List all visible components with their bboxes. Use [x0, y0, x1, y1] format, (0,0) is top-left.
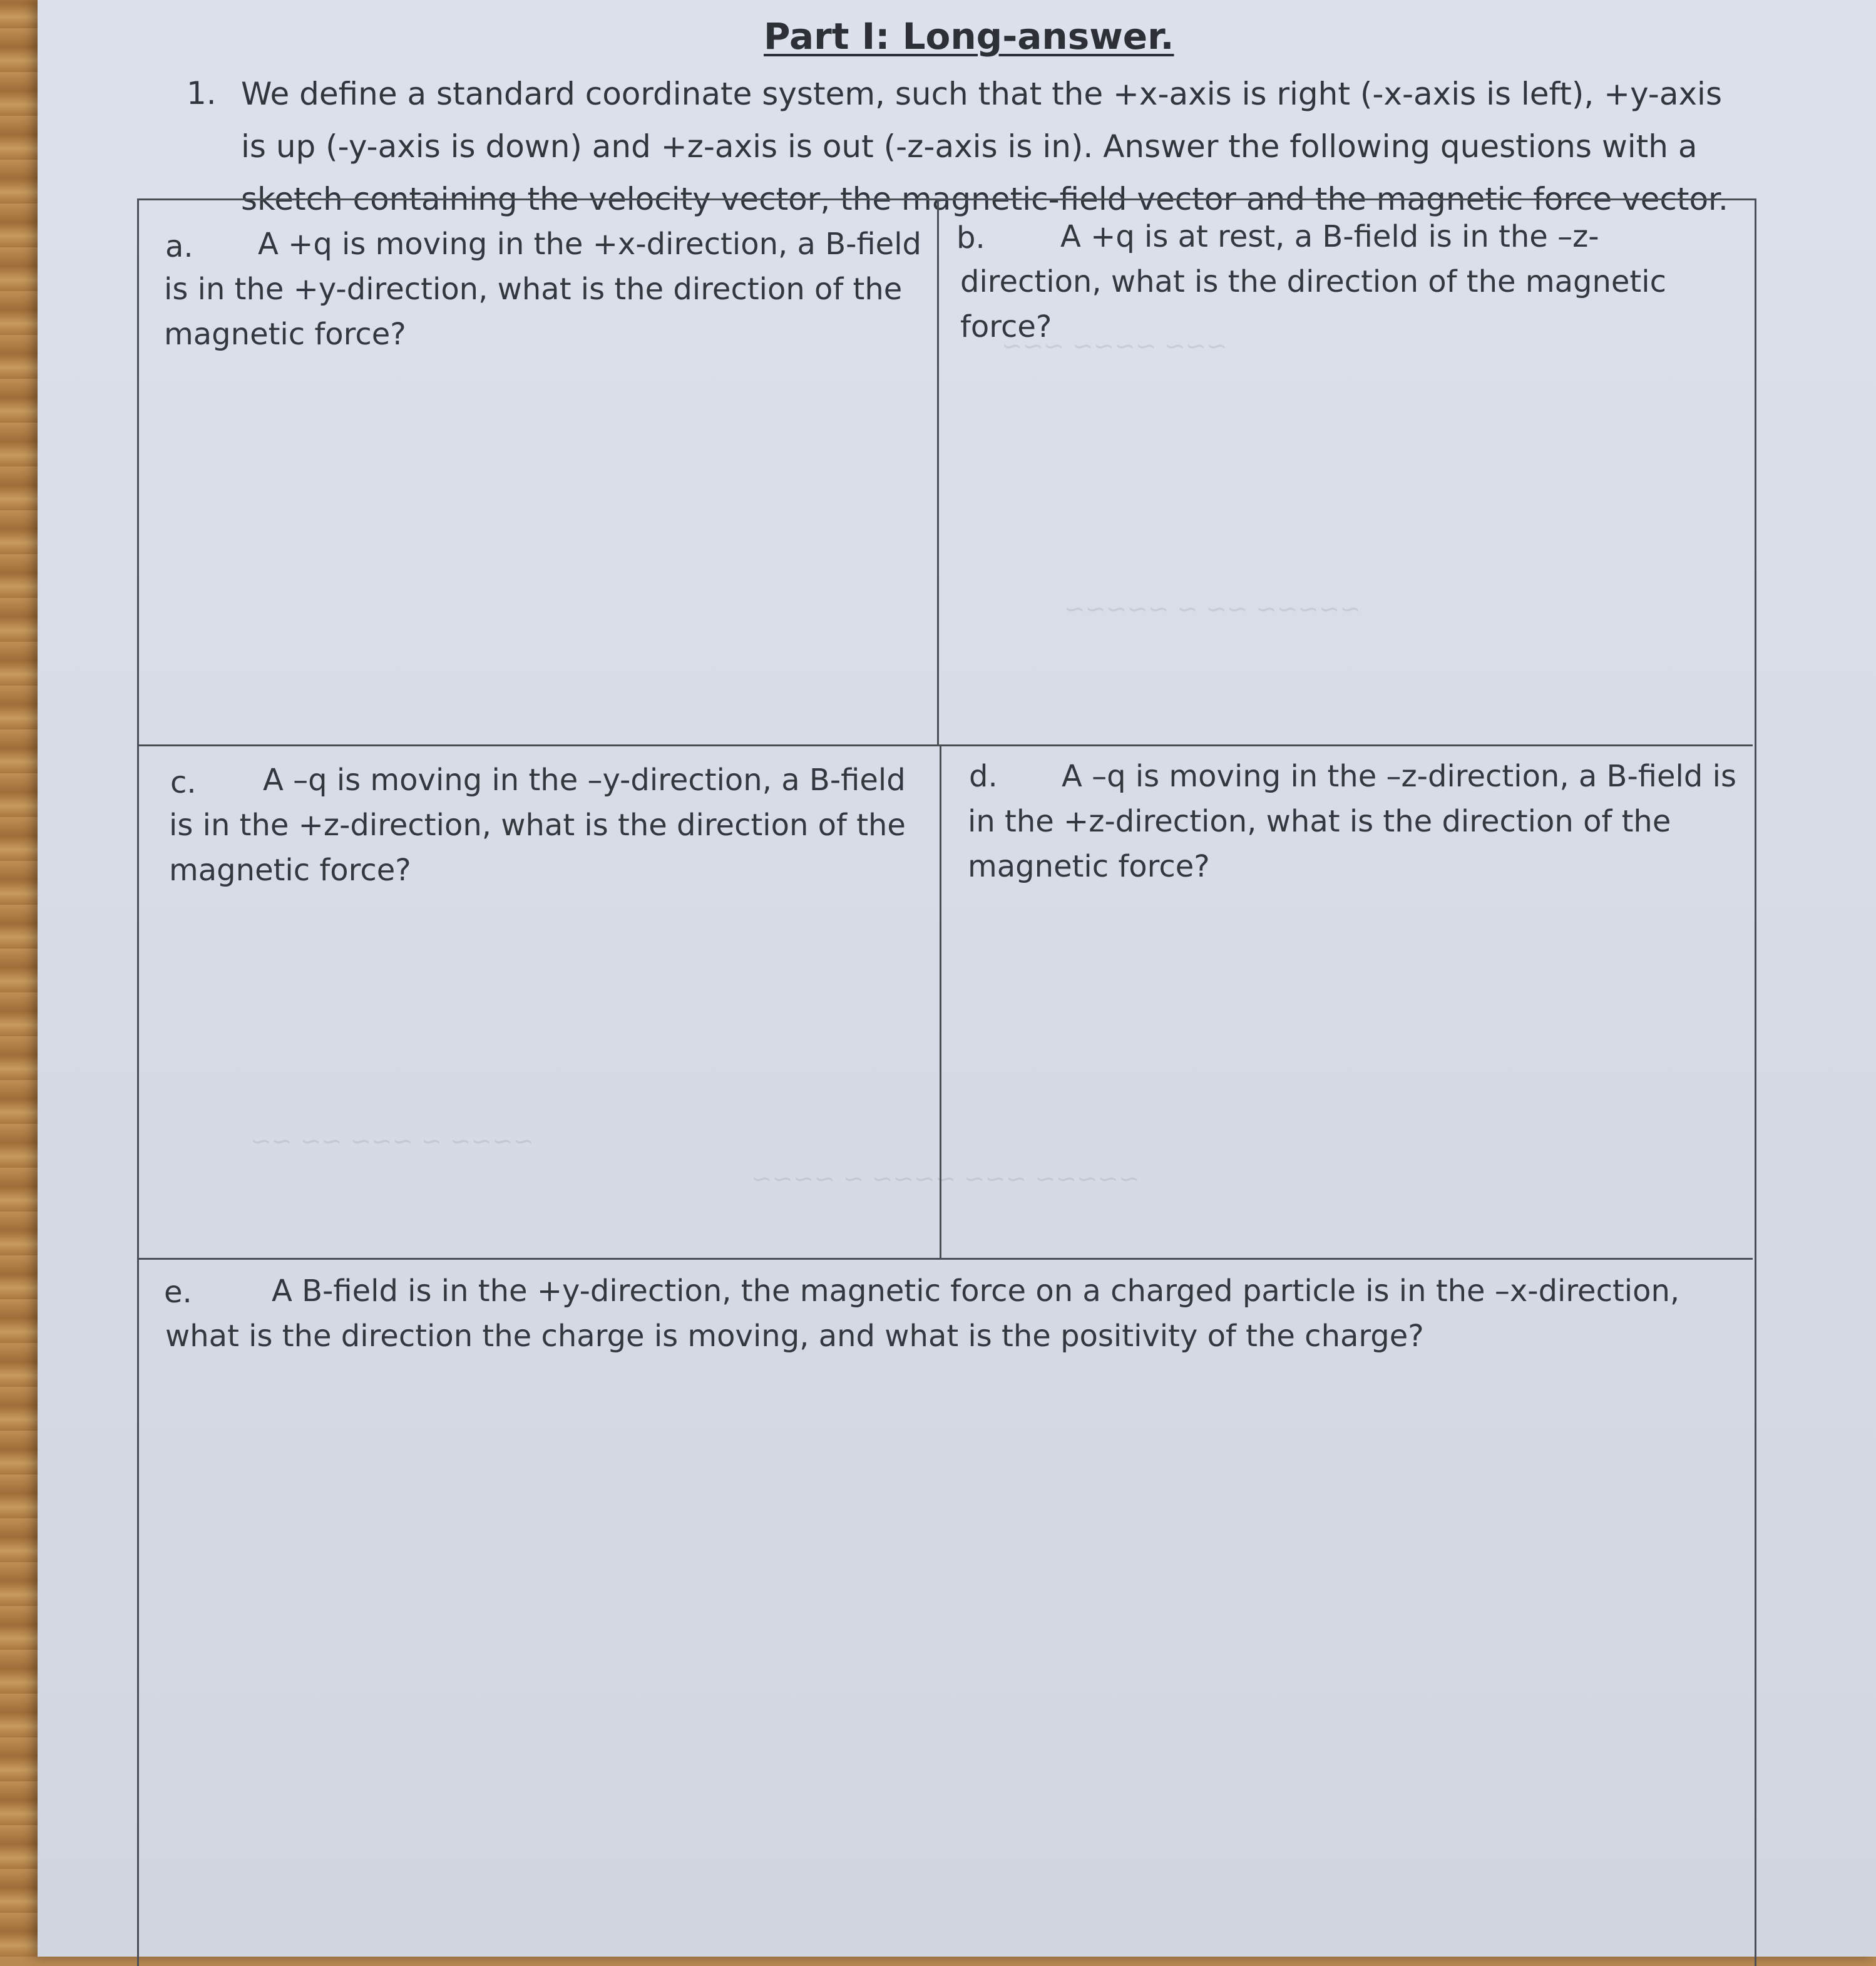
part-letter: d. [969, 759, 998, 794]
part-letter: a. [165, 229, 193, 264]
part-prompt: A –q is moving in the –z-direction, a B-field is in the +z-direction, what is the direction of the magnetic force? [968, 759, 1736, 884]
question-number: 1. [187, 75, 217, 111]
part-prompt: A –q is moving in the –y-direction, a B-field is in the +z-direction, what is the direction of the magnetic force? [169, 763, 906, 888]
answer-box-d[interactable] [941, 746, 1753, 1260]
part-prompt: A +q is moving in the +x-direction, a B-field is in the +y-direction, what is the direction of the magnetic force? [164, 227, 922, 352]
part-prompt: A B-field is in the +y-direction, the magnetic force on a charged particle is in the –x-direction, what is the direction the charge is moving, and what is the positivity of the charge? [165, 1274, 1680, 1354]
bleed-through-mark: ~~~~~ ~~~ ~~~~ ~ ~~~~ [751, 1165, 1140, 1193]
answer-box-a[interactable] [139, 200, 939, 746]
question-prompt: We define a standard coordinate system, such that the +x-axis is right (-x-axis is left), +y-axis is up (-y-axis is down) and +z-axis is out (-z-axis is in). Answer the following questions with a sketch containing the velocity vector, the magnetic-field vector and the magnetic force vector. [241, 76, 1728, 217]
part-letter: c. [170, 765, 197, 800]
part-prompt: A +q is at rest, a B-field is in the –z-direction, what is the direction of the magnetic force? [960, 219, 1666, 344]
answer-box-c[interactable] [139, 746, 941, 1260]
page-title: Part I: Long-answer. [764, 15, 1174, 58]
bleed-through-mark: ~~~~~ ~~ ~ ~~~~~ [1064, 595, 1361, 624]
answer-box-e[interactable] [139, 1260, 1753, 1957]
bleed-through-mark: ~~~~ ~ ~~~ ~~ ~~ [250, 1127, 535, 1156]
part-letter: b. [956, 220, 985, 255]
part-letter: e. [164, 1275, 192, 1310]
answer-box-b[interactable] [939, 200, 1753, 746]
bleed-through-mark: ~~~ ~~~~ ~~~ [1002, 332, 1228, 361]
